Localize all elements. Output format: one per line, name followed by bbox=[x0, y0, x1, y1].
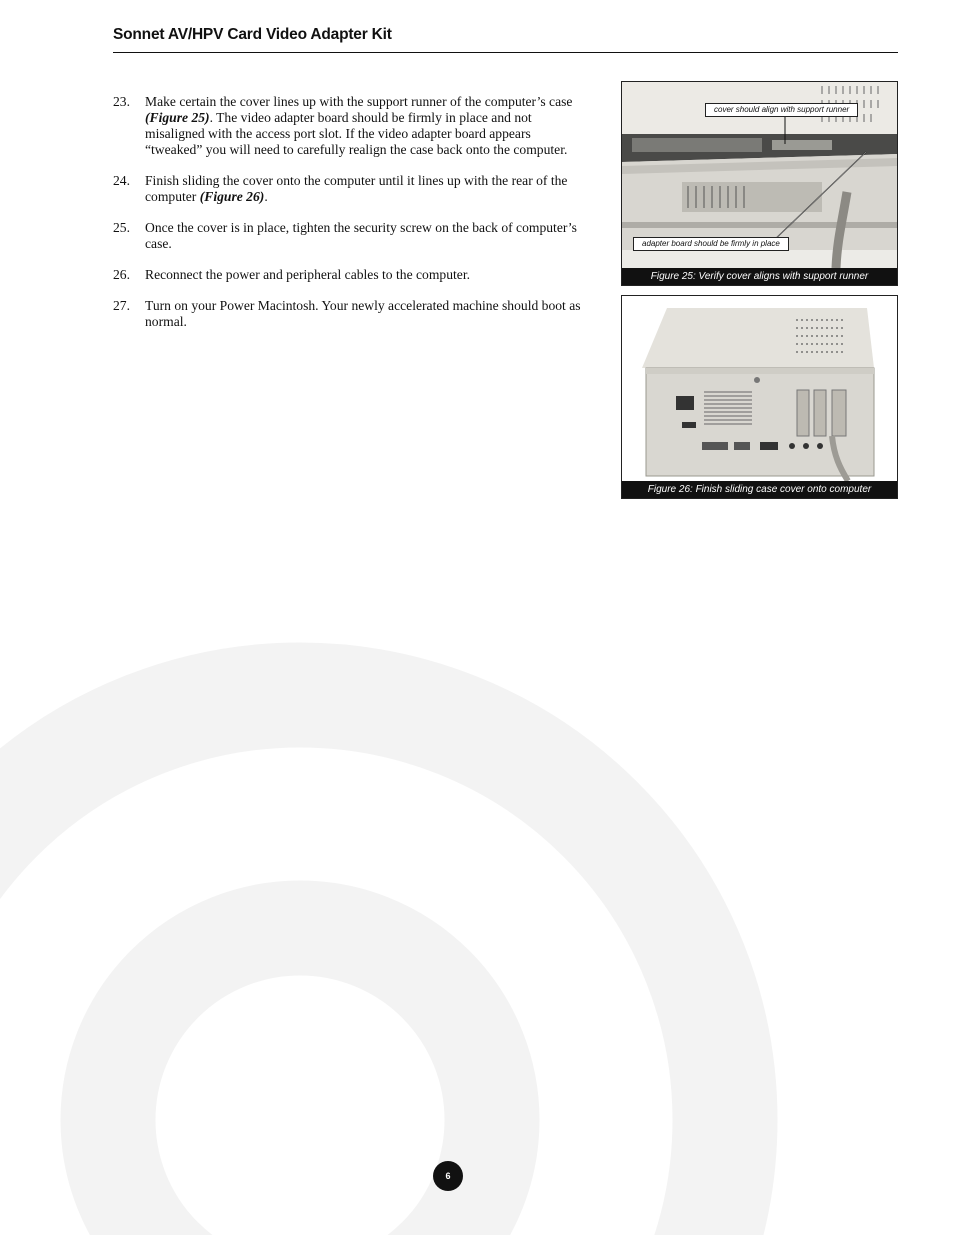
step-text-part: . The video adapter board should be firmly in place and not misaligned with the access port slot. If the video adapter board appears “tweaked” you will need to carefully realign the case back onto the computer. bbox=[145, 110, 568, 157]
step-number: 24. bbox=[113, 173, 130, 188]
figure-reference: (Figure 26) bbox=[199, 189, 265, 204]
callout-support-runner: cover should align with support runner bbox=[705, 103, 858, 117]
step-number: 27. bbox=[113, 298, 130, 313]
step-number: 23. bbox=[113, 94, 130, 109]
figure-25-caption: Figure 25: Verify cover aligns with support runner bbox=[622, 268, 897, 285]
step-text-part: Make certain the cover lines up with the support runner of the computer’s case bbox=[145, 94, 573, 109]
step-text bbox=[145, 94, 583, 158]
step-item bbox=[113, 267, 583, 283]
page-header bbox=[113, 26, 898, 53]
step-number: 25. bbox=[113, 220, 130, 235]
step-item bbox=[113, 298, 583, 330]
callout-adapter-board: adapter board should be firmly in place bbox=[633, 237, 789, 251]
step-text-part: Finish sliding the cover onto the computer until it lines up with the rear of the computer bbox=[145, 173, 568, 204]
figure-25 bbox=[621, 81, 898, 286]
header-title: Sonnet AV/HPV Card Video Adapter Kit bbox=[113, 26, 392, 43]
step-text bbox=[145, 173, 583, 205]
page-number: 6 bbox=[433, 1161, 463, 1191]
figure-reference: (Figure 25) bbox=[145, 110, 210, 125]
step-text-part: . bbox=[264, 189, 268, 204]
step-number: 26. bbox=[113, 267, 130, 282]
step-item bbox=[113, 173, 583, 205]
instruction-steps bbox=[113, 94, 583, 345]
step-text: Turn on your Power Macintosh. Your newly accelerated machine should boot as normal. bbox=[145, 298, 581, 329]
figure-26-caption: Figure 26: Finish sliding case cover onto computer bbox=[622, 481, 897, 498]
figure-26 bbox=[621, 295, 898, 499]
step-item bbox=[113, 94, 583, 158]
step-text: Once the cover is in place, tighten the security screw on the back of computer’s case. bbox=[145, 220, 577, 251]
step-text: Reconnect the power and peripheral cables to the computer. bbox=[145, 267, 470, 282]
computer-rear-photo bbox=[622, 296, 897, 481]
step-item bbox=[113, 220, 583, 252]
